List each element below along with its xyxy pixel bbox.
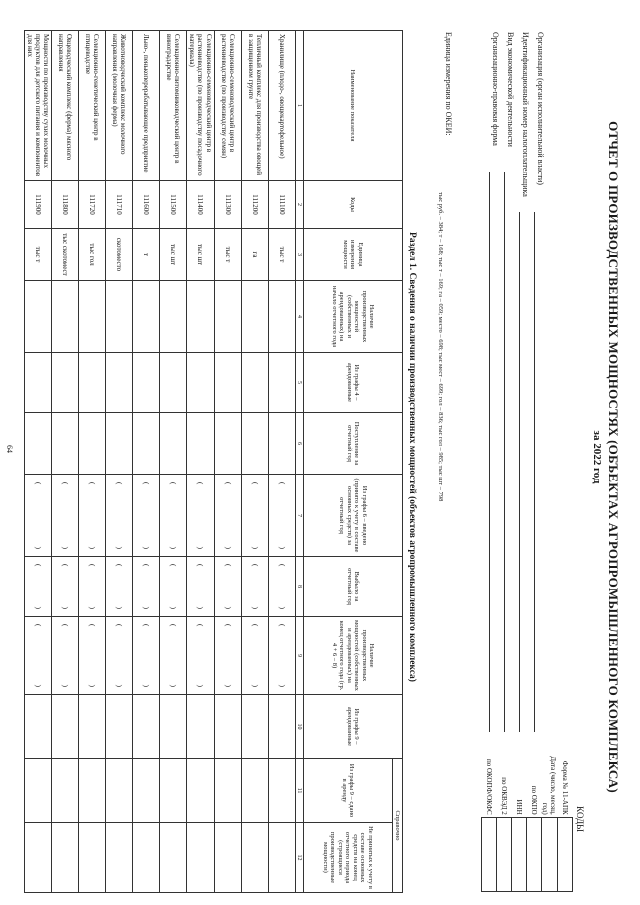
cell-construction[interactable] bbox=[133, 823, 160, 893]
cell-end[interactable] bbox=[25, 617, 52, 695]
paren-open: ( bbox=[277, 482, 286, 485]
row-name: Селекционно-семеноводческий центр в растениеводстве (по производству семян) bbox=[214, 31, 241, 181]
cell-leased-out[interactable] bbox=[133, 759, 160, 823]
paren-open: ( bbox=[142, 624, 151, 627]
capacity-table bbox=[24, 30, 403, 893]
paren-open: ( bbox=[88, 564, 97, 567]
col-number: 9 bbox=[295, 617, 303, 695]
paren-close: ) bbox=[61, 606, 70, 609]
table-body bbox=[25, 31, 295, 893]
header-row bbox=[392, 31, 402, 893]
org-field-legal-form: Организационно-правовая форма bbox=[491, 32, 500, 146]
header-retired: Выбыло за отчетный год bbox=[303, 557, 402, 617]
paren-open: ( bbox=[250, 564, 259, 567]
paren-open: ( bbox=[196, 482, 205, 485]
cell-start-rented[interactable] bbox=[241, 353, 268, 413]
col-number: 11 bbox=[295, 759, 303, 823]
org-field-activity: Вид экономической деятельности bbox=[506, 32, 515, 147]
paren-close: ) bbox=[196, 546, 205, 549]
paren-close: ) bbox=[277, 606, 286, 609]
paren-close: ) bbox=[61, 684, 70, 687]
cell-retired[interactable] bbox=[25, 557, 52, 617]
paren-close: ) bbox=[34, 684, 43, 687]
row-name: Тепличный комплекс для производства овощей в защищенном грунте bbox=[241, 31, 268, 181]
paren-open: ( bbox=[196, 624, 205, 627]
header-received: Поступление за отчетный год bbox=[303, 413, 402, 475]
cell-retired[interactable] bbox=[133, 557, 160, 617]
cell-received[interactable] bbox=[160, 413, 187, 475]
cell-end[interactable] bbox=[214, 617, 241, 695]
cell-put-into[interactable] bbox=[79, 475, 106, 557]
paren-close: ) bbox=[88, 606, 97, 609]
cell-put-into[interactable] bbox=[25, 475, 52, 557]
row-unit: га bbox=[241, 229, 268, 281]
cell-received[interactable] bbox=[187, 413, 214, 475]
row-code: 111500 bbox=[160, 181, 187, 229]
org-field-inn: Идентификационный номер налогоплательщика bbox=[521, 32, 530, 197]
cell-end[interactable] bbox=[268, 617, 295, 695]
row-name: Льно-, пенькоперерабатывающее предприятие bbox=[133, 31, 160, 181]
paren-open: ( bbox=[115, 624, 124, 627]
cell-end[interactable] bbox=[187, 617, 214, 695]
cell-start[interactable] bbox=[268, 281, 295, 353]
cell-leased-out[interactable] bbox=[106, 759, 133, 823]
table-row bbox=[25, 31, 52, 893]
paren-close: ) bbox=[196, 606, 205, 609]
header-construction: Не принятых к учету в составе основных средств на конец отчетного периода (строящиеся производственные мощности) bbox=[303, 823, 392, 893]
cell-received[interactable] bbox=[25, 413, 52, 475]
code-key: Форма № 11-АПК bbox=[561, 760, 569, 815]
table-row bbox=[106, 31, 133, 893]
code-key: ИНН bbox=[515, 799, 523, 815]
row-name: Селекционно-семеноводческий центр в растениеводстве (по производству посадочного материала) bbox=[187, 31, 214, 181]
cell-received[interactable] bbox=[52, 413, 79, 475]
table-row bbox=[160, 31, 187, 893]
code-key: по ОКОПФ/ОКФС bbox=[485, 758, 493, 815]
row-unit: тыс т bbox=[25, 229, 52, 281]
col-number: 2 bbox=[295, 181, 303, 229]
paren-close: ) bbox=[88, 684, 97, 687]
row-unit: тыс шт bbox=[160, 229, 187, 281]
code-value bbox=[527, 817, 542, 891]
column-number-row bbox=[295, 31, 303, 893]
col-number: 6 bbox=[295, 413, 303, 475]
table-row bbox=[79, 31, 106, 893]
paren-open: ( bbox=[34, 482, 43, 485]
cell-end-rented[interactable] bbox=[241, 695, 268, 759]
row-unit: т bbox=[133, 229, 160, 281]
paren-open: ( bbox=[169, 624, 178, 627]
cell-received[interactable] bbox=[214, 413, 241, 475]
paren-open: ( bbox=[277, 624, 286, 627]
table-row bbox=[52, 31, 79, 893]
col-number: 7 bbox=[295, 475, 303, 557]
cell-end-rented[interactable] bbox=[25, 695, 52, 759]
row-name: Селекционно-генетический центр в птицеводстве bbox=[79, 31, 106, 181]
header-end: Наличие производственных мощностей (собственных и арендованных) на конец отчетного года (гр. 4 + 6 – 8) bbox=[303, 617, 402, 695]
col-number: 4 bbox=[295, 281, 303, 353]
paren-open: ( bbox=[115, 482, 124, 485]
cell-start-rented[interactable] bbox=[214, 353, 241, 413]
cell-put-into[interactable] bbox=[106, 475, 133, 557]
row-code: 111400 bbox=[187, 181, 214, 229]
rotated-form bbox=[23, 22, 623, 892]
paren-close: ) bbox=[223, 546, 232, 549]
paren-close: ) bbox=[277, 546, 286, 549]
units-codes: тыс руб. – 384; т – 168; тыс т – 169; га – 059; место – 698; тыс мест – 699; гол – 836; тыс гол – 985; тыс шт – 798 bbox=[437, 192, 444, 502]
cell-end[interactable] bbox=[52, 617, 79, 695]
paren-close: ) bbox=[34, 606, 43, 609]
cell-leased-out[interactable] bbox=[25, 759, 52, 823]
row-code: 111100 bbox=[268, 181, 295, 229]
paren-close: ) bbox=[115, 684, 124, 687]
paren-close: ) bbox=[223, 606, 232, 609]
row-code: 111900 bbox=[25, 181, 52, 229]
cell-received[interactable] bbox=[106, 413, 133, 475]
cell-start-rented[interactable] bbox=[160, 353, 187, 413]
row-code: 111800 bbox=[52, 181, 79, 229]
code-value bbox=[558, 817, 573, 891]
cell-end[interactable] bbox=[79, 617, 106, 695]
cell-retired[interactable] bbox=[214, 557, 241, 617]
paren-close: ) bbox=[88, 546, 97, 549]
paren-open: ( bbox=[34, 564, 43, 567]
col-number: 5 bbox=[295, 353, 303, 413]
row-code: 111710 bbox=[106, 181, 133, 229]
header-put-into: Из графы 6 – введено (принято к учету в составе основных средств) за отчетный год bbox=[303, 475, 402, 557]
cell-construction[interactable] bbox=[52, 823, 79, 893]
section-title: Раздел 1. Сведения о наличии производственных мощностей (объектов агропромышленного комплекса) bbox=[407, 232, 417, 682]
page-number: 64 bbox=[5, 445, 14, 453]
paren-open: ( bbox=[61, 482, 70, 485]
cell-received[interactable] bbox=[268, 413, 295, 475]
header-leased-out: Из графы 9 – сдано в аренду bbox=[303, 759, 392, 823]
header-start-rented: Из графы 4 – арендованные bbox=[303, 353, 402, 413]
cell-put-into[interactable] bbox=[187, 475, 214, 557]
header-name: Наименование показателя bbox=[303, 31, 402, 181]
code-value bbox=[482, 817, 497, 891]
cell-start[interactable] bbox=[52, 281, 79, 353]
cell-leased-out[interactable] bbox=[268, 759, 295, 823]
cell-retired[interactable] bbox=[268, 557, 295, 617]
cell-start-rented[interactable] bbox=[52, 353, 79, 413]
cell-construction[interactable] bbox=[25, 823, 52, 893]
row-unit: тыс скотомест bbox=[52, 229, 79, 281]
cell-construction[interactable] bbox=[106, 823, 133, 893]
cell-put-into[interactable] bbox=[52, 475, 79, 557]
code-value bbox=[542, 817, 558, 891]
cell-end[interactable] bbox=[160, 617, 187, 695]
col-number: 1 bbox=[295, 31, 303, 181]
paren-open: ( bbox=[142, 482, 151, 485]
table-row bbox=[133, 31, 160, 893]
cell-start-rented[interactable] bbox=[268, 353, 295, 413]
paren-close: ) bbox=[196, 684, 205, 687]
paren-open: ( bbox=[88, 482, 97, 485]
cell-end[interactable] bbox=[241, 617, 268, 695]
row-unit: тыс шт bbox=[187, 229, 214, 281]
cell-end-rented[interactable] bbox=[160, 695, 187, 759]
paren-open: ( bbox=[223, 564, 232, 567]
row-code: 111720 bbox=[79, 181, 106, 229]
cell-leased-out[interactable] bbox=[241, 759, 268, 823]
row-unit: тыс т bbox=[268, 229, 295, 281]
cell-construction[interactable] bbox=[187, 823, 214, 893]
paren-open: ( bbox=[142, 564, 151, 567]
code-key: по ОКПО bbox=[530, 785, 538, 815]
cell-received[interactable] bbox=[133, 413, 160, 475]
cell-put-into[interactable] bbox=[133, 475, 160, 557]
header-unit: Единица измерения мощности bbox=[303, 229, 402, 281]
paren-close: ) bbox=[142, 606, 151, 609]
cell-put-into[interactable] bbox=[160, 475, 187, 557]
cell-end-rented[interactable] bbox=[106, 695, 133, 759]
cell-construction[interactable] bbox=[241, 823, 268, 893]
header-code: Коды bbox=[303, 181, 402, 229]
cell-construction[interactable] bbox=[160, 823, 187, 893]
paren-close: ) bbox=[115, 546, 124, 549]
cell-put-into[interactable] bbox=[241, 475, 268, 557]
paren-open: ( bbox=[277, 564, 286, 567]
cell-retired[interactable] bbox=[106, 557, 133, 617]
paren-close: ) bbox=[250, 684, 259, 687]
col-number: 12 bbox=[295, 823, 303, 893]
cell-put-into[interactable] bbox=[214, 475, 241, 557]
paren-close: ) bbox=[142, 684, 151, 687]
paren-close: ) bbox=[277, 684, 286, 687]
cell-construction[interactable] bbox=[214, 823, 241, 893]
cell-received[interactable] bbox=[79, 413, 106, 475]
row-unit: тыс гол bbox=[79, 229, 106, 281]
cell-retired[interactable] bbox=[187, 557, 214, 617]
header-reference: Справочно bbox=[392, 759, 402, 893]
cell-end-rented[interactable] bbox=[268, 695, 295, 759]
cell-end-rented[interactable] bbox=[52, 695, 79, 759]
cell-leased-out[interactable] bbox=[52, 759, 79, 823]
paren-open: ( bbox=[250, 482, 259, 485]
paren-close: ) bbox=[169, 684, 178, 687]
row-code: 111300 bbox=[214, 181, 241, 229]
cell-construction[interactable] bbox=[79, 823, 106, 893]
paren-close: ) bbox=[169, 606, 178, 609]
cell-end-rented[interactable] bbox=[214, 695, 241, 759]
codes-table bbox=[481, 742, 573, 892]
cell-leased-out[interactable] bbox=[187, 759, 214, 823]
row-unit: скотоместо bbox=[106, 229, 133, 281]
row-name: Мощности по производству сухих молочных продуктов для детского питания и компонентов для них bbox=[25, 31, 52, 181]
paren-close: ) bbox=[250, 606, 259, 609]
cell-start[interactable] bbox=[160, 281, 187, 353]
paren-open: ( bbox=[88, 624, 97, 627]
cell-start-rented[interactable] bbox=[79, 353, 106, 413]
col-number: 3 bbox=[295, 229, 303, 281]
cell-start-rented[interactable] bbox=[25, 353, 52, 413]
cell-start[interactable] bbox=[106, 281, 133, 353]
cell-start[interactable] bbox=[214, 281, 241, 353]
row-code: 111600 bbox=[133, 181, 160, 229]
codes-label: КОДЫ bbox=[575, 806, 585, 832]
paren-open: ( bbox=[250, 624, 259, 627]
cell-leased-out[interactable] bbox=[160, 759, 187, 823]
table-row bbox=[187, 31, 214, 893]
paren-open: ( bbox=[115, 564, 124, 567]
cell-retired[interactable] bbox=[79, 557, 106, 617]
org-field-organization: Организация (орган исполнительной власти) bbox=[536, 32, 545, 185]
row-name: Селекционно-питомниководческий центр в виноградарстве bbox=[160, 31, 187, 181]
row-name: Животноводческий комплекс молочного направления (молочная ферма) bbox=[106, 31, 133, 181]
cell-end-rented[interactable] bbox=[187, 695, 214, 759]
paren-open: ( bbox=[223, 624, 232, 627]
cell-leased-out[interactable] bbox=[79, 759, 106, 823]
cell-start[interactable] bbox=[133, 281, 160, 353]
header-end-rented: Из графы 9 – арендованные bbox=[303, 695, 402, 759]
code-value bbox=[512, 817, 527, 891]
header-start: Наличие производственных мощностей (собственных и арендованных) на начало отчетного года bbox=[303, 281, 402, 353]
cell-end-rented[interactable] bbox=[133, 695, 160, 759]
row-unit: тыс т bbox=[214, 229, 241, 281]
paren-open: ( bbox=[34, 624, 43, 627]
cell-start[interactable] bbox=[25, 281, 52, 353]
cell-end[interactable] bbox=[106, 617, 133, 695]
col-number: 8 bbox=[295, 557, 303, 617]
cell-end-rented[interactable] bbox=[79, 695, 106, 759]
paren-close: ) bbox=[115, 606, 124, 609]
cell-end[interactable] bbox=[133, 617, 160, 695]
cell-start-rented[interactable] bbox=[187, 353, 214, 413]
code-key: Дата (число, месяц, год) bbox=[541, 756, 558, 815]
form-subtitle: за 2022 год bbox=[591, 430, 603, 484]
code-key: по ОКВЭД 2 bbox=[500, 777, 508, 815]
paren-open: ( bbox=[61, 564, 70, 567]
table-row bbox=[241, 31, 268, 893]
paren-open: ( bbox=[196, 564, 205, 567]
cell-start[interactable] bbox=[187, 281, 214, 353]
cell-retired[interactable] bbox=[52, 557, 79, 617]
paren-open: ( bbox=[61, 624, 70, 627]
paren-open: ( bbox=[169, 564, 178, 567]
paren-close: ) bbox=[223, 684, 232, 687]
paren-close: ) bbox=[250, 546, 259, 549]
col-number: 10 bbox=[295, 695, 303, 759]
form-title: ОТЧЕТ О ПРОИЗВОДСТВЕННЫХ МОЩНОСТЯХ (ОБЪЕКТАХ АГРОПРОМЫШЛЕННОГО КОМПЛЕКСА) bbox=[606, 121, 621, 793]
cell-retired[interactable] bbox=[241, 557, 268, 617]
cell-start-rented[interactable] bbox=[106, 353, 133, 413]
paren-close: ) bbox=[61, 546, 70, 549]
row-code: 111200 bbox=[241, 181, 268, 229]
row-name: Овцеводческий комплекс (ферма) мясного направления bbox=[52, 31, 79, 181]
cell-start-rented[interactable] bbox=[133, 353, 160, 413]
table-row bbox=[268, 31, 295, 893]
paren-close: ) bbox=[34, 546, 43, 549]
cell-leased-out[interactable] bbox=[214, 759, 241, 823]
row-name: Хранилище (плодо-, овощекартофельное) bbox=[268, 31, 295, 181]
cell-retired[interactable] bbox=[160, 557, 187, 617]
code-value bbox=[497, 817, 512, 891]
units-label: Единица измерения по ОКЕИ: bbox=[444, 32, 453, 136]
table-row bbox=[214, 31, 241, 893]
paren-close: ) bbox=[169, 546, 178, 549]
paren-open: ( bbox=[223, 482, 232, 485]
cell-start[interactable] bbox=[241, 281, 268, 353]
cell-construction[interactable] bbox=[268, 823, 295, 893]
paren-close: ) bbox=[142, 546, 151, 549]
cell-start[interactable] bbox=[79, 281, 106, 353]
paren-open: ( bbox=[169, 482, 178, 485]
cell-put-into[interactable] bbox=[268, 475, 295, 557]
cell-received[interactable] bbox=[241, 413, 268, 475]
